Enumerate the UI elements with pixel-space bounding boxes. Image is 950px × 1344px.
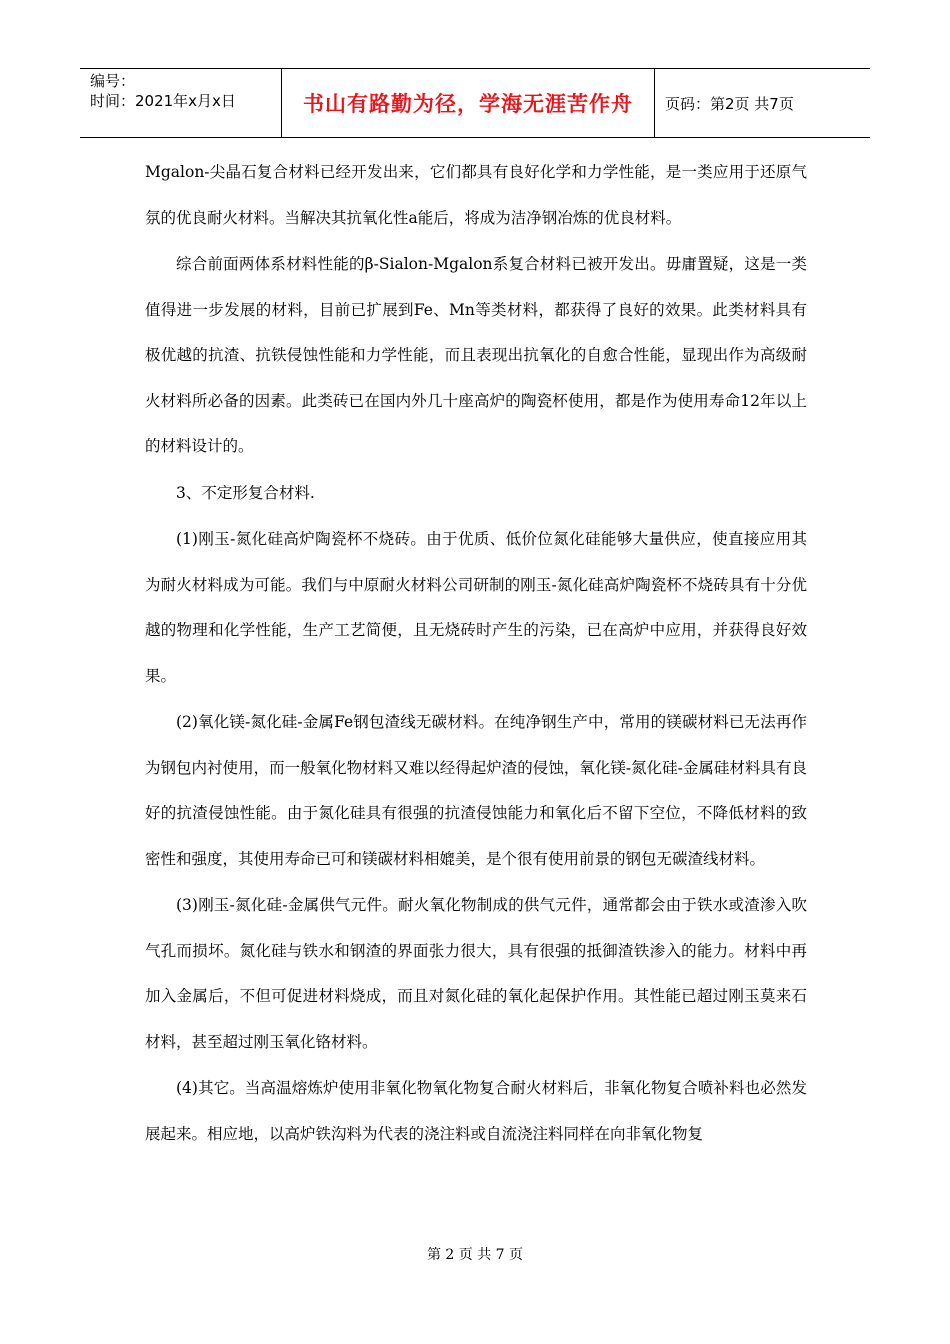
document-time-label: 时间：2021年x月x日 — [90, 92, 236, 110]
header-motto: 书山有路勤为径，学海无涯苦作舟 — [303, 92, 633, 116]
section-heading-unshaped: 3、不定形复合材料. — [176, 483, 315, 502]
document-number-label: 编号： — [90, 72, 136, 90]
header-page-code: 页码：第2页 共7页 — [665, 94, 794, 113]
paragraph-continuation: Mgalon-尖晶石复合材料已经开发出来，它们都具有良好化学和力学性能，是一类应用于还原气氛的优良耐火材料。当解决其抗氧化性a能后，将成为洁净钢冶炼的优良材料。 — [145, 163, 807, 227]
paragraph-item-2: (2)氧化镁-氮化硅-金属Fe钢包渣线无碳材料。在纯净钢生产中，常用的镁碳材料已无法再作为钢包内衬使用，而一般氧化物材料又难以经得起炉渣的侵蚀，氧化镁-氮化硅-金属硅材料具有良好的抗渣侵蚀性能。由于氮化硅具有很强的抗渣侵蚀能力和氧化后不留下空位，不降低材料的致密性和强度，其使用寿命已可和镁碳材料相媲美，是个很有使用前景的钢包无碳渣线材料。 — [145, 713, 807, 868]
header-page-cell — [655, 69, 870, 137]
page-footer — [0, 1244, 950, 1264]
paragraph-sialon-mgalon: 综合前面两体系材料性能的β-Sialon-Mgalon系复合材料已被开发出。毋庸置疑，这是一类值得进一步发展的材料，目前已扩展到Fe、Mn等类材料，都获得了良好的效果。此类材料具有极优越的抗渣、抗铁侵蚀性能和力学性能，而且表现出抗氧化的自愈合性能，显现出作为高级耐火材料所必备的因素。此类砖已在国内外几十座高炉的陶瓷杯使用，都是作为使用寿命12年以上的材料设计的。 — [145, 255, 807, 455]
header-motto-cell — [282, 69, 655, 137]
page-header — [80, 68, 870, 138]
paragraph-item-3: (3)刚玉-氮化硅-金属供气元件。耐火氧化物制成的供气元件，通常都会由于铁水或渣渗入吹气孔而损坏。氮化硅与铁水和钢渣的界面张力很大，具有很强的抵御渣铁渗入的能力。材料中再加入金属后，不但可促进材料烧成，而且对氮化硅的氧化起保护作用。其性能已超过刚玉莫来石材料，甚至超过刚玉氧化铬材料。 — [145, 896, 807, 1051]
header-meta-cell — [80, 69, 282, 137]
paragraph-item-4: (4)其它。当高温熔炼炉使用非氧化物氧化物复合耐火材料后，非氧化物复合喷补料也必然发展起来。相应地，以高炉铁沟料为代表的浇注料或自流浇注料同样在向非氧化物复 — [145, 1079, 807, 1143]
paragraph-item-1: (1)刚玉-氮化硅高炉陶瓷杯不烧砖。由于优质、低价位氮化硅能够大量供应，使直接应用其为耐火材料成为可能。我们与中原耐火材料公司研制的刚玉-氮化硅高炉陶瓷杯不烧砖具有十分优越的物理和化学性能，生产工艺简便，且无烧砖时产生的污染，已在高炉中应用，并获得良好效果。 — [145, 530, 807, 685]
footer-page-number: 第 2 页 共 7 页 — [426, 1247, 524, 1263]
document-body — [145, 150, 807, 1158]
